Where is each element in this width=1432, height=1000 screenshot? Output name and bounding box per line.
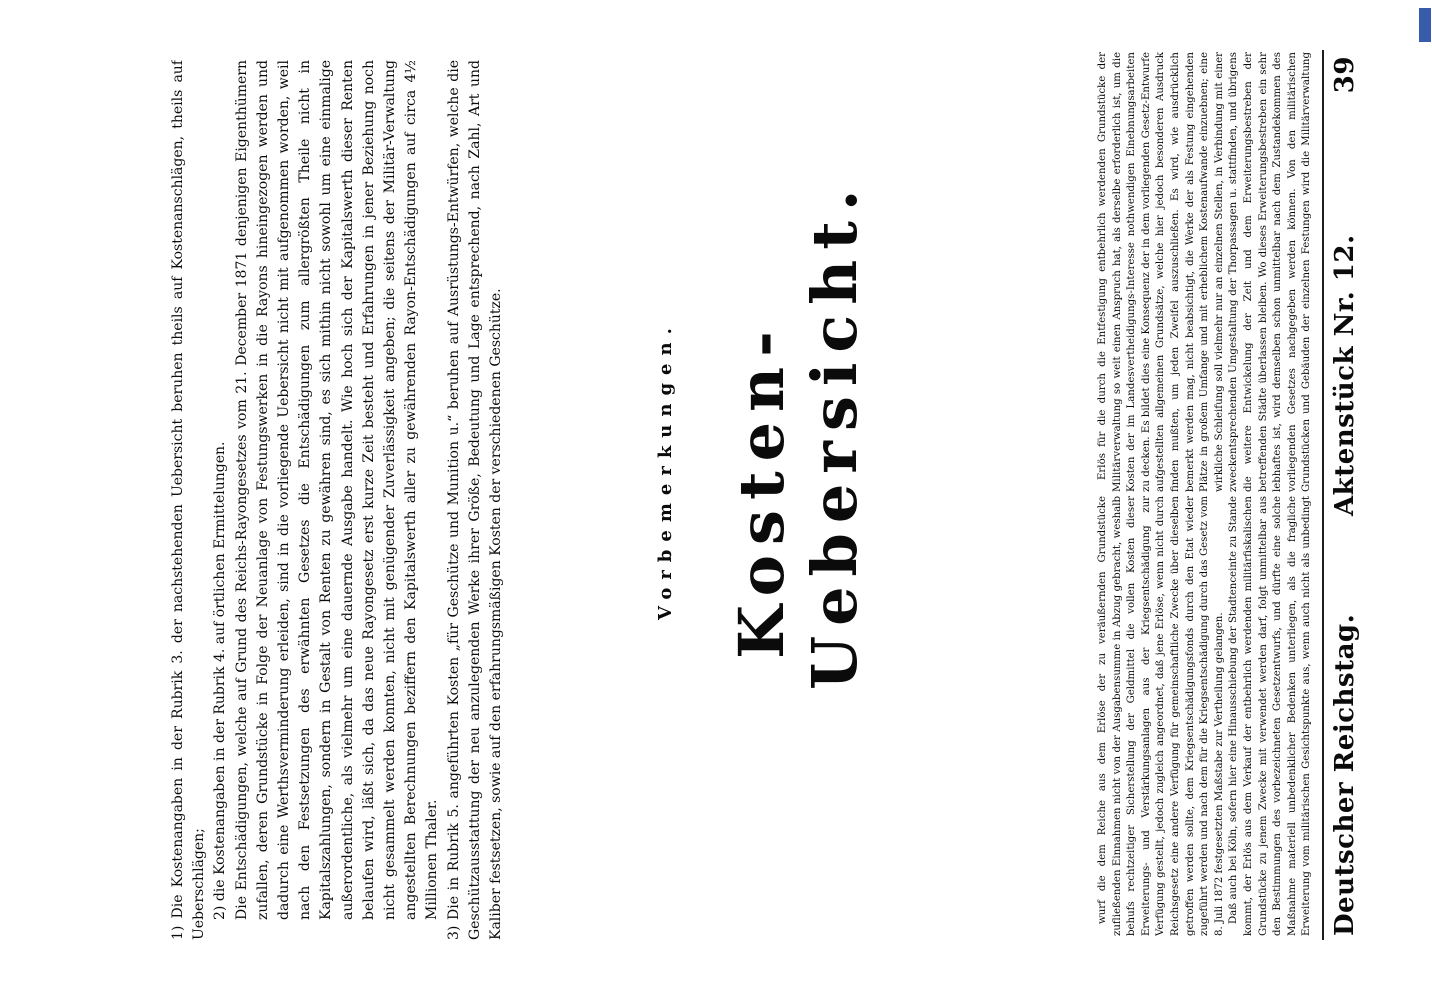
dfg-logo-icon — [1419, 8, 1431, 42]
note-item: Die Entschädigungen, welche auf Grund des Reichs-Rayongesetzes vom 21. December 1871 denjenigen Eigenthümern zufallen, deren Grundstücke in Folge der Neuanlage von Festungswerken in die Rayons hineingezogen werden und dadurch eine Werthsverminderung erleiden, sind in die vorliegende Uebersicht nicht mit aufgenommen worden, weil nach den Festsetzungen des erwähnten Gesetzes die Entschädigungen zum allergrößten Theile nicht in Kapitalszahlungen, sondern in Gestalt von Renten zu gewähren sind, es sich mithin nicht sowohl um eine einmalige außerordentliche, als vielmehr um eine dauernde Ausgabe handelt. Wie hoch sich der Kapitalswerth dieser Renten belaufen wird, läßt sich, da das neue Rayongesetz erst kurze Zeit besteht und Erfahrungen in jener Beziehung noch nicht gesammelt werden konnten, nicht mit genügender Zuverlässigkeit angeben; die seitens der Militär-Verwaltung angestellten Berechnungen beziffern den Kapitalswerth aller zu gewährenden Rayon-Entschädigungen auf circa 4½ Millionen Thaler. — [233, 60, 441, 920]
header-rule — [1322, 50, 1324, 940]
page-number: 39 — [1330, 56, 1360, 94]
note-item: 3) Die in Rubrik 5. angeführten Kosten „für Geschütze und Munition u.“ beruhen auf Ausrüstungs-Entwürfen, welche die Geschützausstattung der neu anzulegenden Werke ihrer Größe, Bedeutung und Lage entsprechend, nach Zahl, Art und Kaliber festsetzen, sowie auf den erfahrungsmäßigen Kosten der verschiedenen Geschütze. — [445, 60, 505, 940]
notes-block — [168, 60, 638, 940]
paragraph: Erlös für die durch die Entfestigung entbehrlich werdenden Grundstücke der Militärverwaltung so weit einen Anspruch hat, als derselbe erforderlich ist, um die Kosten der im Landesvertheidigungs-Interesse nothwendigen Einebnungsarbeiten zu decken. Es bildet dies eine Konsequenz der in dem vorliegenden Gesetz-Entwurfe aufgestellten allgemeinen Grundsätze, welche hier jedoch besonderen Ausdruck finden mußten, um jeden Zweifel auszuschließen. Es wird, wie ausdrücklich bemerkt werden mag, nicht beabsichtigt, die Werke der als Festung eingehenden Plätze in großem Umfange und mit erheblichem Kostenaufwande einzuebnen; eine wirkliche Schleifung soll vielmehr nur an einzelnen Stellen, in Verbindung mit einer zweckentsprechenden Umgestaltung der Thorpassagen u. stattfinden, und übrigens die weitere Entwickelung der Zeit und dem Erweiterungsbestreben der betreffenden Städte überlassen bleiben. Wo dieses Erweiterungsbestreben ein sehr lebhaftes ist, wird demselben schon unmittelbar nach dem Zustandekommen des vorliegenden Gesetzes nachgegeben werden können. Von den militärischen Grundstücken und Gebäuden der einzelnen Festungen wird die Militärverwaltung — [1097, 52, 1313, 492]
note-item: 1) Die Kostenangaben in der Rubrik 3. der nachstehenden Uebersicht beruhen theils auf Kostenanschlägen, theils auf Ueberschlägen; — [170, 60, 208, 940]
text-column-left — [1096, 496, 1316, 936]
section-subtitle: Vorbemerkungen. — [655, 320, 676, 620]
section-title: Kosten-Uebersicht. — [725, 179, 871, 690]
page-header — [1330, 56, 1370, 936]
header-document-number: Aktenstück Nr. 12. — [1330, 234, 1360, 516]
paragraph: Daß auch bei Köln, sofern hier eine Hinausschiebung der Stadtenceinte zu Stande kommt, der Erlös aus dem Verkauf der entbehrlich werdenden militärfiskalischen Grundstücke zu jenem Zwecke mit verwendet werden darf, folgt unmittelbar aus den Bestimmungen des vorbezeichneten Gesetzentwurfs, und dürfte eine solche Maßnahme materiell unbedenklicher Bedenken unterliegen, als die fragliche Erweiterung vom militärischen Gesichtspunkte aus, wenn auch nicht als unbedingt — [1228, 496, 1313, 936]
paragraph: wurf die dem Reiche aus dem Erlöse der zu veräußernden Grundstücke zufließenden Einnahmen nicht von der Ausgabensumme in Abzug gebracht, weshalb behufs rechtzeitiger Sicherstellung der Geldmittel die vollen Kosten dieser Erweiterungs- und Verstärkungsanlagen aus der Kriegsentschädigung zur Verfügung gestellt, jedoch zugleich angeordnet, daß jene Erlöse, wenn nicht durch Reichsgesetz eine andere Verfügung für gemeinschaftliche Zwecke über dieselben getroffen werden sollte, dem Kriegsentschädigungsfonds durch den Etat wieder zugeführt werden und nach dem für die Kriegsentschädigung durch das Gesetz vom 8. Juli 1872 festgesetzten Maßstabe zur Vertheilung gelangen. — [1097, 496, 1225, 936]
text-column-right — [1096, 52, 1316, 492]
dfg-sidebar — [1418, 0, 1432, 1000]
note-item: 2) die Kostenangaben in der Rubrik 4. auf örtlichen Ermittelungen. — [212, 441, 229, 920]
header-left: Deutscher Reichstag. — [1330, 613, 1360, 936]
